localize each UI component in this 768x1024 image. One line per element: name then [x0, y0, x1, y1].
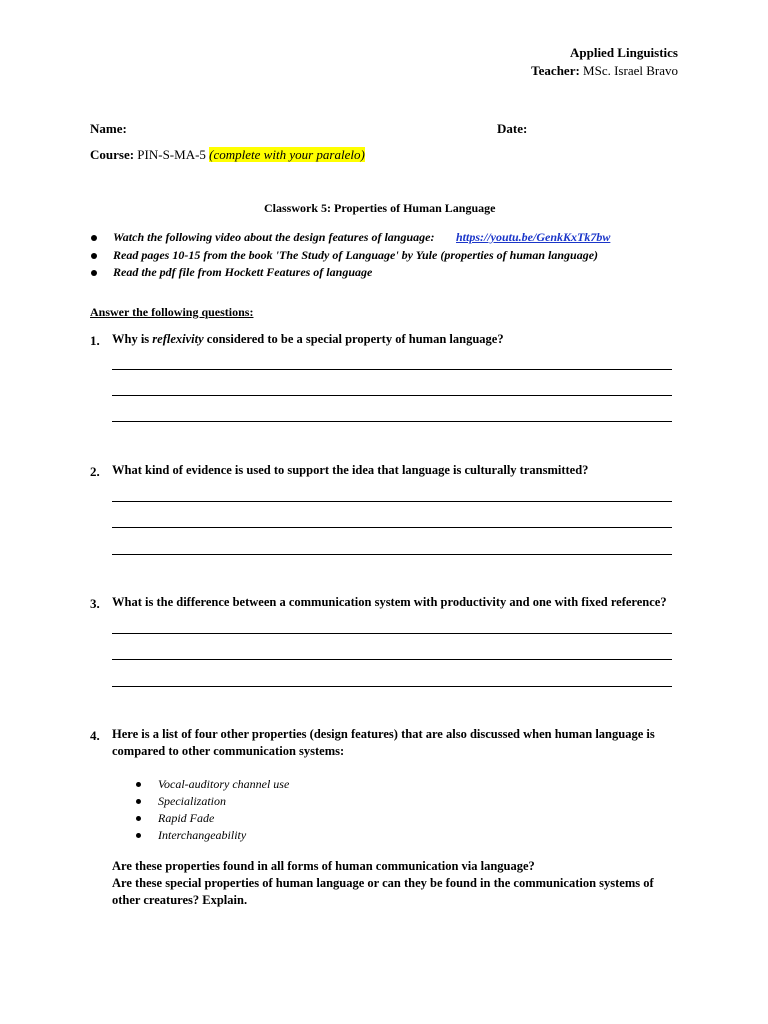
- bullet-icon: [136, 782, 141, 787]
- followup-question-1: Are these properties found in all forms of human communication via language?: [112, 859, 535, 873]
- name-label: Name:: [90, 121, 127, 136]
- question-text-line1: Here is a list of four other properties (design features) that are also discussed when human language is: [112, 727, 655, 741]
- question-number: 3.: [90, 596, 100, 611]
- question-number: 2.: [90, 464, 100, 479]
- teacher-name: MSc. Israel Bravo: [583, 63, 678, 78]
- course-line: [90, 147, 365, 163]
- followup-question-2-line2: other creatures? Explain.: [112, 893, 248, 907]
- instruction-text: Read the pdf file from Hockett Features of language: [113, 265, 373, 279]
- question-number: 1.: [90, 333, 100, 348]
- bullet-icon: [136, 833, 141, 838]
- question-2: [90, 463, 589, 481]
- date-label: Date:: [497, 121, 528, 136]
- answer-line[interactable]: [112, 501, 672, 502]
- course-title: Applied Linguistics: [569, 45, 678, 60]
- course-label: Course:: [90, 147, 135, 162]
- teacher-line: [531, 63, 678, 79]
- question-text: What is the difference between a communication system with productivity and one with fixed reference?: [112, 595, 667, 609]
- instruction-text: Watch the following video about the design features of language:: [113, 230, 435, 244]
- property-label: Vocal-auditory channel use: [158, 777, 290, 791]
- question-text-line2: compared to other communication systems:: [112, 744, 345, 758]
- bullet-icon: [91, 253, 97, 259]
- property-label: Specialization: [158, 794, 226, 808]
- answer-line[interactable]: [112, 395, 672, 396]
- course-note-highlight: (complete with your paralelo): [209, 147, 365, 162]
- question-1: [90, 332, 504, 350]
- bullet-icon: [136, 799, 141, 804]
- answer-line[interactable]: [112, 686, 672, 687]
- question-number: 4.: [90, 728, 100, 743]
- answer-line[interactable]: [112, 527, 672, 528]
- bullet-icon: [91, 235, 97, 241]
- question-4: [90, 727, 655, 758]
- video-link[interactable]: https://youtu.be/GenkKxTk7bw: [456, 230, 611, 244]
- bullet-icon: [91, 270, 97, 276]
- instruction-text: Read pages 10-15 from the book 'The Study of Language' by Yule (properties of human language): [113, 248, 599, 262]
- property-label: Interchangeability: [158, 828, 247, 842]
- property-label: Rapid Fade: [158, 811, 215, 825]
- answer-heading: Answer the following questions:: [90, 305, 254, 319]
- answer-line[interactable]: [112, 369, 672, 370]
- question-text: Why is reflexivity considered to be a special property of human language?: [112, 332, 504, 346]
- answer-line[interactable]: [112, 659, 672, 660]
- teacher-label: Teacher:: [531, 63, 580, 78]
- bullet-icon: [136, 816, 141, 821]
- classwork-title: Classwork 5: Properties of Human Language: [264, 201, 496, 215]
- question-3: [90, 595, 667, 613]
- followup-question-2-line1: Are these special properties of human language or can they be found in the communication systems of: [112, 876, 654, 890]
- course-code: PIN-S-MA-5: [137, 147, 206, 162]
- question-text: What kind of evidence is used to support the idea that language is culturally transmitted?: [112, 463, 589, 477]
- answer-line[interactable]: [112, 633, 672, 634]
- answer-line[interactable]: [112, 554, 672, 555]
- answer-line[interactable]: [112, 421, 672, 422]
